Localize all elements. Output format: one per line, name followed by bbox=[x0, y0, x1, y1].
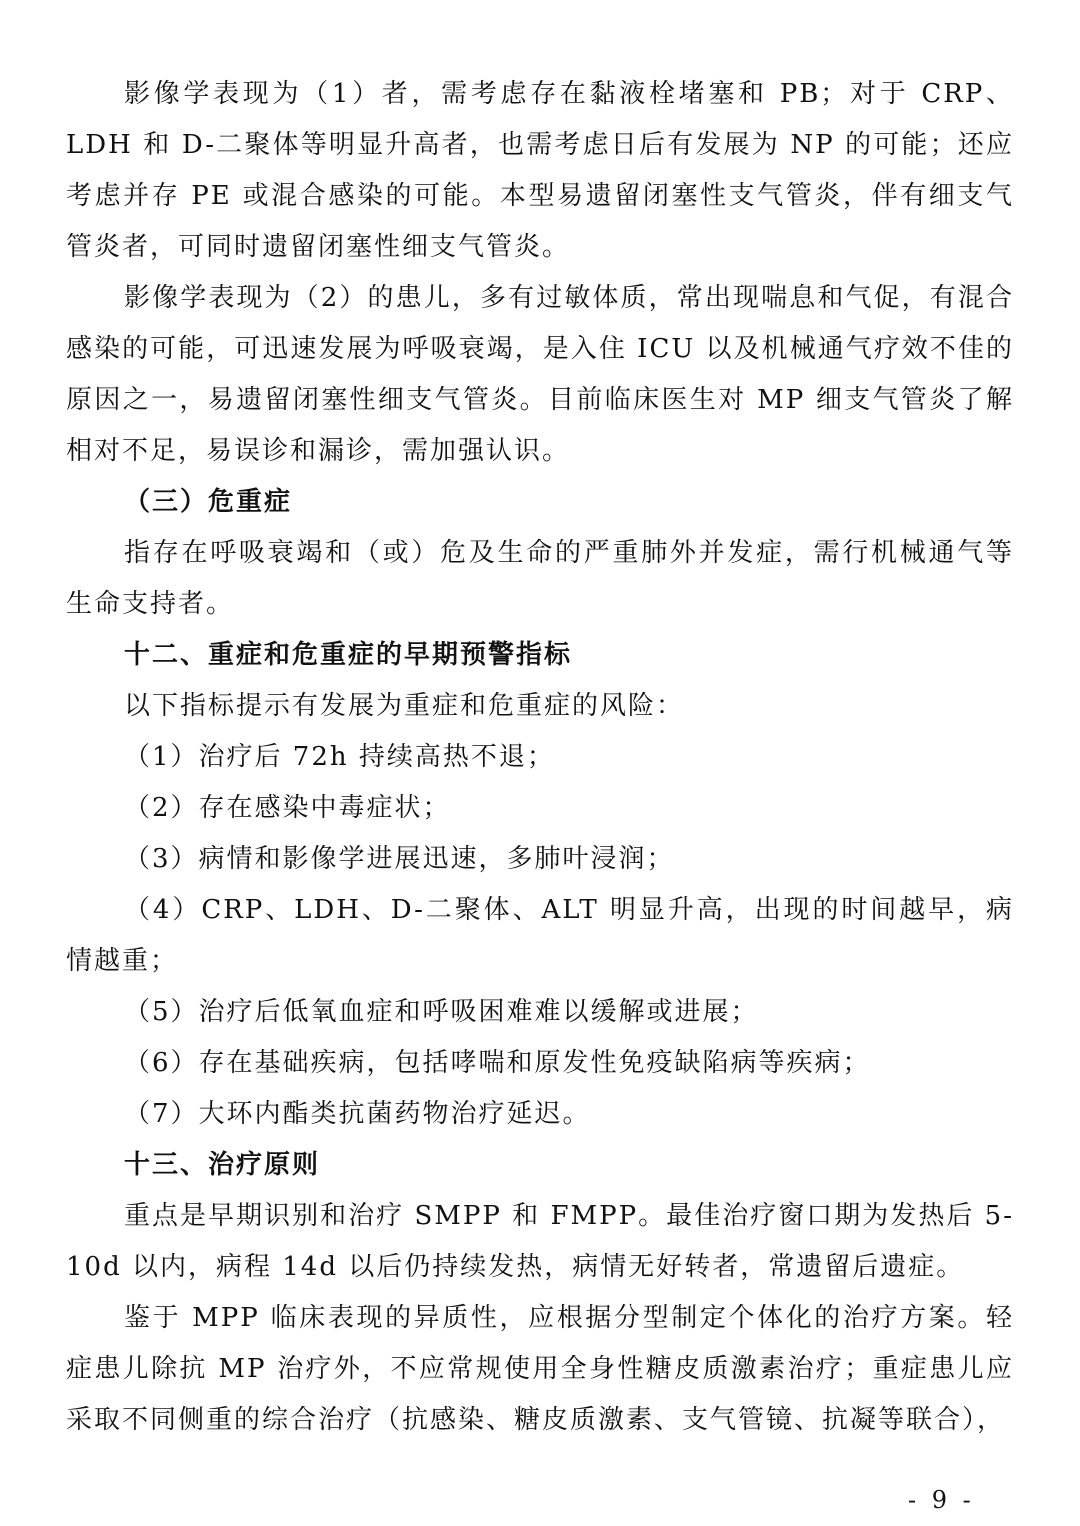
warning-item-3: （3）病情和影像学进展迅速，多肺叶浸润； bbox=[124, 844, 675, 874]
warning-item-7: （7）大环内酯类抗菌药物治疗延迟。 bbox=[124, 1099, 591, 1129]
warning-item-5: （5）治疗后低氧血症和呼吸困难难以缓解或进展； bbox=[124, 997, 759, 1027]
paragraph-imaging-type-2: 影像学表现为（2）的患儿，多有过敏体质，常出现喘息和气促，有混合感染的可能，可迅速发展为呼吸衰竭，是入住 ICU 以及机械通气疗效不佳的原因之一，易遗留闭塞性细支气管炎。目前临床医生对 MP 细支气管炎了解相对不足，易误诊和漏诊，需加强认识。 bbox=[66, 283, 1014, 466]
section-heading-13: 十三、治疗原则 bbox=[124, 1150, 321, 1180]
warning-item-2: （2）存在感染中毒症状； bbox=[124, 793, 451, 823]
paragraph-warning-intro: 以下指标提示有发展为重症和危重症的风险： bbox=[124, 691, 685, 721]
warning-item-4: （4）CRP、LDH、D-二聚体、ALT 明显升高，出现的时间越早，病情越重； bbox=[66, 895, 1014, 976]
section-heading-12: 十二、重症和危重症的早期预警指标 bbox=[124, 640, 573, 670]
subheading-critical: （三）危重症 bbox=[124, 487, 293, 517]
paragraph-imaging-type-1: 影像学表现为（1）者，需考虑存在黏液栓堵塞和 PB；对于 CRP、LDH 和 D-二聚体等明显升高者，也需考虑日后有发展为 NP 的可能；还应考虑并存 PE 或混合感染的可能。本型易遗留闭塞性支气管炎，伴有细支气管炎者，可同时遗留闭塞性细支气管炎。 bbox=[66, 79, 1014, 262]
warning-item-1: （1）治疗后 72h 持续高热不退； bbox=[124, 742, 555, 772]
page-number: - 9 - bbox=[908, 1486, 975, 1514]
paragraph-treatment-timing: 重点是早期识别和治疗 SMPP 和 FMPP。最佳治疗窗口期为发热后 5-10d 以内，病程 14d 以后仍持续发热，病情无好转者，常遗留后遗症。 bbox=[66, 1201, 1014, 1282]
warning-item-6: （6）存在基础疾病，包括哮喘和原发性免疫缺陷病等疾病； bbox=[124, 1048, 871, 1078]
paragraph-critical-definition: 指存在呼吸衰竭和（或）危及生命的严重肺外并发症，需行机械通气等生命支持者。 bbox=[66, 538, 1014, 619]
paragraph-treatment-plan: 鉴于 MPP 临床表现的异质性，应根据分型制定个体化的治疗方案。轻症患儿除抗 MP 治疗外，不应常规使用全身性糖皮质激素治疗；重症患儿应采取不同侧重的综合治疗（抗感染、糖皮质激素、支气管镜、抗凝等联合）， bbox=[66, 1303, 1014, 1435]
